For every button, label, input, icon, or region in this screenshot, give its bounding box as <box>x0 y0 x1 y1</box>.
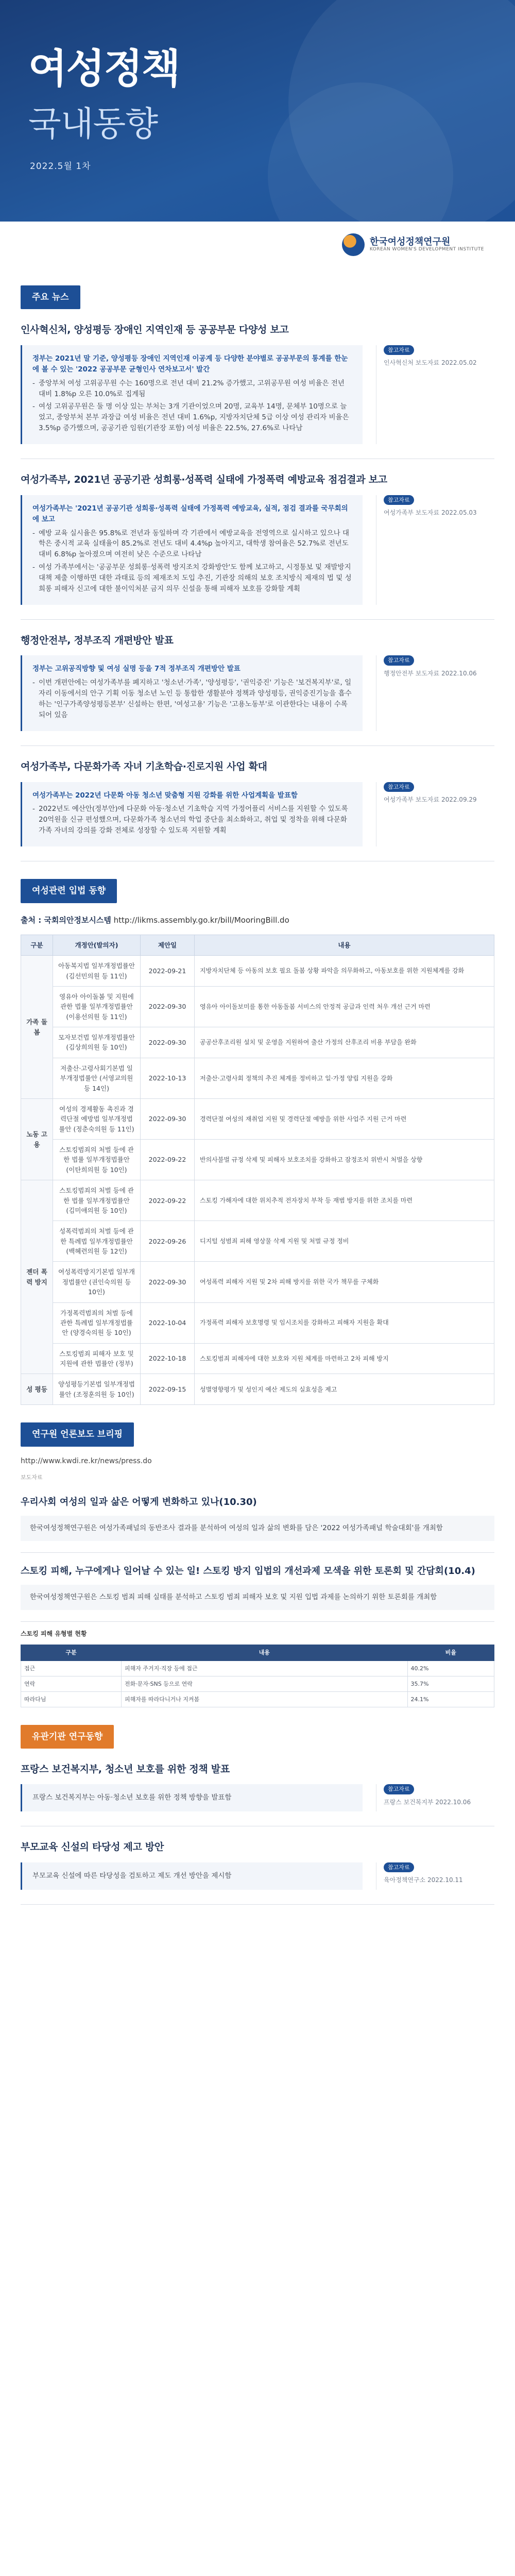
news-article-title[interactable]: 여성가족부, 다문화가족 자녀 기초학습·진로지원 사업 확대 <box>21 761 267 773</box>
research-table <box>21 1645 494 1707</box>
research-table-cell: 전화·문자·SNS 등으로 연락 <box>122 1676 408 1691</box>
policy-source <box>21 914 494 926</box>
research-table-caption: 스토킹 피해 유형별 현황 <box>21 1630 87 1637</box>
research-article <box>21 1553 494 1622</box>
reference-text[interactable]: 프랑스 보건복지부 2022.10.06 <box>384 1798 471 1806</box>
policy-bill-description: 여성폭력 피해자 지원 및 2차 피해 방지를 위한 국가 책무를 구체화 <box>195 1262 494 1302</box>
policy-table-row <box>21 1343 494 1374</box>
policy-proposal-date: 2022-09-30 <box>141 986 195 1027</box>
policy-table-row <box>21 1374 494 1405</box>
policy-bill-name[interactable]: 스토킹범죄의 처벌 등에 관한 법률 일부개정법률안 (김미애의원 등 10인) <box>53 1180 141 1221</box>
policy-table-row <box>21 986 494 1027</box>
policy-category-cell: 젠더 폭력 방지 <box>21 1180 53 1374</box>
overseas-article-summary: 부모교육 신설에 따른 타당성을 검토하고 제도 개선 방안을 제시함 <box>21 1862 363 1890</box>
policy-table <box>21 935 494 1405</box>
research-table-header <box>21 1645 494 1660</box>
policy-table-row <box>21 1302 494 1343</box>
research-table-cell: 연락 <box>21 1676 122 1691</box>
news-article-title[interactable]: 인사혁신처, 양성평등 장애인 지역인재 등 공공부문 다양성 보고 <box>21 324 289 336</box>
policy-bill-name[interactable]: 아동복지법 일부개정법률안 (김선민의원 등 11인) <box>53 956 141 987</box>
reference-label: 참고자료 <box>384 345 414 355</box>
news-article-point: - 중앙부처 여성 고위공무원 수는 160명으로 전년 대비 21.2% 증가했고, 고위공무원 여성 비율은 전년 대비 1.8%p 오른 10.0%로 집계됨 <box>32 378 352 400</box>
research-table-cell: 따라다님 <box>21 1691 122 1707</box>
overseas-article <box>21 1826 494 1904</box>
overseas-list <box>0 1749 515 1905</box>
footer-space <box>0 1905 515 1936</box>
reference-label: 참고자료 <box>384 1862 414 1872</box>
policy-category-cell: 노동 고용 <box>21 1098 53 1180</box>
research-col-type: 구분 <box>21 1645 122 1660</box>
research-section-label: 연구원 언론보도 브리핑 <box>21 1422 134 1446</box>
overseas-article <box>21 1749 494 1826</box>
policy-table-row <box>21 1180 494 1221</box>
news-article <box>21 459 494 620</box>
policy-proposal-date: 2022-09-30 <box>141 1262 195 1302</box>
overseas-article-title[interactable]: 부모교육 신설의 타당성 제고 방안 <box>21 1841 164 1853</box>
policy-bill-name[interactable]: 모자보건법 일부개정법률안 (김상희의원 등 10인) <box>53 1027 141 1058</box>
research-list <box>0 1484 515 1622</box>
news-article-summary <box>21 345 363 444</box>
news-article <box>21 746 494 861</box>
overseas-article-reference <box>376 1784 494 1811</box>
policy-bill-name[interactable]: 가정폭력범죄의 처벌 등에 관한 특례법 일부개정법률안 (양경숙의원 등 10인) <box>53 1302 141 1343</box>
policy-bill-name[interactable]: 스토킹범죄 피해자 보호 및 지원에 관한 법률안 (정부) <box>53 1343 141 1374</box>
policy-table-row <box>21 1140 494 1180</box>
policy-table-row <box>21 956 494 987</box>
research-table-row <box>21 1676 494 1691</box>
main-news-section-label: 주요 뉴스 <box>21 285 80 309</box>
news-article-summary <box>21 495 363 605</box>
research-col-content: 내용 <box>122 1645 408 1660</box>
research-table-cell: 40.2% <box>407 1660 494 1676</box>
news-article-title[interactable]: 여성가족부, 2021년 공공기관 성희롱·성폭력 실태에 가정폭력 예방교육 점검결과 보고 <box>21 474 387 486</box>
newsletter-title: 여성정책 <box>28 46 180 92</box>
research-article-body: 한국여성정책연구원은 여성가족패널의 동반조사 결과를 분석하여 여성의 일과 삶의 변화를 담은 '2022 여성가족패널 학술대회'를 개최함 <box>21 1516 494 1541</box>
policy-bill-name[interactable]: 영유아 아이돌봄 및 지원에 관한 법률 일부개정법률안 (이용선의원 등 11인) <box>53 986 141 1027</box>
policy-bill-name[interactable]: 양성평등기본법 일부개정법률안 (조정훈의원 등 10인) <box>53 1374 141 1405</box>
reference-text[interactable]: 행정안전부 보도자료 2022.10.06 <box>384 669 477 677</box>
policy-proposal-date: 2022-09-30 <box>141 1098 195 1139</box>
policy-category-cell: 가족 돌봄 <box>21 956 53 1099</box>
news-article-points <box>32 528 352 595</box>
research-table-body <box>21 1660 494 1707</box>
policy-source-label: 출처 : 국회의안정보시스템 <box>21 915 111 925</box>
policy-table-row <box>21 1221 494 1262</box>
news-article-lead: 여성가족부는 '2021년 공공기관 성희롱·성폭력 실태에 가정폭력 예방교육, 실적, 점검 결과를 국무회의에 보고 <box>32 504 348 523</box>
policy-proposal-date: 2022-09-26 <box>141 1221 195 1262</box>
org-name-en: KOREAN WOMEN'S DEVELOPMENT INSTITUTE <box>369 246 484 252</box>
org-logo-icon <box>342 233 365 256</box>
policy-bill-description: 디지털 성범죄 피해 영상물 삭제 지원 및 처벌 규정 정비 <box>195 1221 494 1262</box>
policy-table-row <box>21 1098 494 1139</box>
policy-proposal-date: 2022-09-21 <box>141 956 195 987</box>
news-article-reference <box>376 495 494 605</box>
research-source <box>21 1456 494 1482</box>
news-article-summary <box>21 655 363 731</box>
overseas-article-summary: 프랑스 보건복지부는 아동·청소년 보호를 위한 정책 방향을 발표함 <box>21 1784 363 1811</box>
reference-label: 참고자료 <box>384 655 414 665</box>
policy-table-header <box>21 935 494 955</box>
reference-label: 참고자료 <box>384 495 414 505</box>
policy-bill-description: 스토킹 가해자에 대한 위치추적 전자장치 부착 등 재범 방지를 위한 조치를 마련 <box>195 1180 494 1221</box>
policy-bill-description: 반의사불벌 규정 삭제 및 피해자 보호조치를 강화하고 잠정조치 위반시 처벌을 상향 <box>195 1140 494 1180</box>
research-table-row <box>21 1660 494 1676</box>
news-article-points <box>32 677 352 721</box>
policy-table-row <box>21 1262 494 1302</box>
reference-text[interactable]: 육아정책연구소 2022.10.11 <box>384 1876 463 1884</box>
news-article-summary <box>21 782 363 847</box>
logo-bar <box>0 222 515 268</box>
research-article <box>21 1484 494 1553</box>
org-name: 한국여성정책연구원 <box>369 236 451 248</box>
news-article-point: - 예방 교육 실시율은 95.8%로 전년과 동일하며 각 기관에서 예방교육을 전영역으로 실시하고 있으나 대학은 중시적 교육 실태율이 85.2%로 전년도 대비 4.4%p 높아지고, 대학생 참여율은 52.7%로 전년도 대비 6.8%p 높아졌으며 여전히 낮은 수준으로 나타남 <box>32 528 352 561</box>
research-table-cell: 35.7% <box>407 1676 494 1691</box>
policy-proposal-date: 2022-09-30 <box>141 1027 195 1058</box>
policy-col-date: 제안일 <box>141 935 195 955</box>
news-article-point: - 2022년도 예산안(정부안)에 다문화 아동·청소년 기초학습 지역 가정어플리 서비스를 지원할 수 있도록 20억원을 신규 편성했으며, 다문화가족 청소년의 학업 중단을 최소화하고, 취업 및 정착을 위해 다문화가족 자녀의 강의를 강화 전체로 성장할 수 있도록 지원할 계획 <box>32 804 352 836</box>
policy-bill-name[interactable]: 저출산·고령사회기본법 일부개정법률안 (서영교의원 등 14인) <box>53 1058 141 1098</box>
main-news-list <box>0 309 515 861</box>
news-article-lead: 정부는 2021년 말 기준, 양성평등 장애인 지역인재 이공계 등 다양한 분야별로 공공부문의 통계를 한눈에 볼 수 있는 '2022 공공부문 균형인사 연차보고서' 발간 <box>32 354 348 374</box>
policy-proposal-date: 2022-10-18 <box>141 1343 195 1374</box>
reference-label: 참고자료 <box>384 1784 414 1794</box>
news-article-reference <box>376 345 494 444</box>
policy-col-name: 개정안(발의자) <box>53 935 141 955</box>
policy-category-cell: 성 평등 <box>21 1374 53 1405</box>
research-table-cell: 24.1% <box>407 1691 494 1707</box>
policy-proposal-date: 2022-10-04 <box>141 1302 195 1343</box>
policy-table-row <box>21 1058 494 1098</box>
news-article-body <box>21 655 494 731</box>
policy-source-url[interactable]: http://likms.assembly.go.kr/bill/MooringBill.do <box>113 915 289 925</box>
reference-text[interactable]: 인사혁신처 보도자료 2022.05.02 <box>384 359 477 366</box>
policy-col-category: 구분 <box>21 935 53 955</box>
policy-bill-description: 가정폭력 피해자 보호명령 및 임시조치를 강화하고 피해자 지원을 확대 <box>195 1302 494 1343</box>
policy-bill-name[interactable]: 여성의 경제활동 촉진과 경력단절 예방법 일부개정법률안 (정춘숙의원 등 11인) <box>53 1098 141 1139</box>
research-article-title[interactable]: 스토킹 피해, 누구에게나 일어날 수 있는 일! 스토킹 방지 입법의 개선과제 모색을 위한 토론회 및 간담회(10.4) <box>21 1566 475 1577</box>
policy-proposal-date: 2022-10-13 <box>141 1058 195 1098</box>
policy-bill-name[interactable]: 스토킹범죄의 처벌 등에 관한 법률 일부개정법률안 (이탄희의원 등 10인) <box>53 1140 141 1180</box>
research-article-body: 한국여성정책연구원은 스토킹 범죄 피해 실태를 분석하고 스토킹 범죄 피해자 보호 및 지원 입법 과제를 논의하기 위한 토론회를 개최함 <box>21 1585 494 1610</box>
news-article-points <box>32 804 352 836</box>
research-table-wrap <box>21 1629 494 1707</box>
news-article <box>21 309 494 459</box>
policy-bill-description: 공공산후조리원 설치 및 운영을 지원하여 출산 가정의 산후조리 비용 부담을 완화 <box>195 1027 494 1058</box>
research-col-rate: 비율 <box>407 1645 494 1660</box>
news-article-point: - 여성 가족부에서는 '공공부문 성희롱·성폭력 방지조치 강화방안'도 함께 보고하고, 시정통보 및 재발방지대책 제출 이행하면 대한 과태료 등의 제재조치 도입 추진, 기관장 의해의 보호 조치방식 제재의 법 및 성희롱 피해자 신고에 대한 불이익처분 금지 의무 신설을 통해 피해자 보호를 강화할 계획 <box>32 562 352 595</box>
research-article-title[interactable]: 우리사회 여성의 일과 삶은 어떻게 변화하고 있나(10.30) <box>21 1497 257 1508</box>
news-article-point: - 여성 고위공무원은 둘 명 이상 있는 부처는 3개 기관이었으며 20명, 교육부 14명, 문체부 10명으로 늘었고, 중앙부처 본부 과장급 여성 비율은 전년 대비 1.6%p, 지방자치단체 5급 이상 여성 관리자 비율은 3.5%p 증가했으며, 공공기관 임원(기관장 포함) 여성 비율은 22.5%, 27.6%로 나타남 <box>32 401 352 434</box>
policy-bill-description: 경력단절 여성의 재취업 지원 및 경력단절 예방을 위한 사업주 지원 근거 마련 <box>195 1098 494 1139</box>
policy-section-label: 여성관련 입법 동향 <box>21 879 117 903</box>
overseas-article-title[interactable]: 프랑스 보건복지부, 청소년 보호를 위한 정책 발표 <box>21 1764 230 1775</box>
news-article-reference <box>376 655 494 731</box>
policy-proposal-date: 2022-09-22 <box>141 1140 195 1180</box>
reference-text[interactable]: 여성가족부 보도자료 2022.09.29 <box>384 795 477 803</box>
news-article-body <box>21 345 494 444</box>
research-date-label: 보도자료 <box>21 1474 43 1481</box>
reference-text[interactable]: 여성가족부 보도자료 2022.05.03 <box>384 509 477 516</box>
newsletter-header <box>0 0 515 268</box>
research-table-cell: 접근 <box>21 1660 122 1676</box>
news-article-points <box>32 378 352 434</box>
news-article <box>21 620 494 746</box>
research-table-cell: 피해자를 따라다니거나 지켜봄 <box>122 1691 408 1707</box>
newsletter-subtitle: 국내동향 <box>28 104 158 144</box>
news-article-lead: 여성가족부는 2022년 다문화 아동 청소년 맞춤형 지원 강화를 위한 사업계획을 발표함 <box>32 791 298 800</box>
news-article-reference <box>376 782 494 847</box>
policy-bill-name[interactable]: 성폭력범죄의 처벌 등에 관한 특례법 일부개정법률안 (백혜련의원 등 12인) <box>53 1221 141 1262</box>
research-table-row <box>21 1691 494 1707</box>
policy-table-body <box>21 956 494 1405</box>
policy-col-desc: 내용 <box>195 935 494 955</box>
org-logo[interactable] <box>342 233 484 256</box>
policy-bill-description: 성별영향평가 및 성인지 예산 제도의 실효성을 제고 <box>195 1374 494 1405</box>
overseas-article-body <box>21 1784 494 1811</box>
policy-bill-description: 영유아 아이돌보미를 통한 아동돌봄 서비스의 안정적 공급과 인력 처우 개선 근거 마련 <box>195 986 494 1027</box>
overseas-article-body <box>21 1862 494 1890</box>
news-article-title[interactable]: 행정안전부, 정부조직 개편방안 발표 <box>21 635 174 647</box>
news-article-body <box>21 782 494 847</box>
news-article-point: - 이번 개편안에는 여성가족부를 폐지하고 '청소년·가족', '양성평등', '권익증진' 기능은 '보건복지부'로, 일자리 이동에서의 안구 기획 이동 청소년 노인 등 통합한 생활분야 정책과 양성평등, 권익증진기능을 흡수하는 '인구가족양성평등본부' 신설하는 한편, '여성고용' 기능은 '고용노동부'로 이관한다는 내용이 수록되어 있음 <box>32 677 352 721</box>
policy-bill-description: 저출산·고령사회 정책의 추진 체계를 정비하고 일·가정 양립 지원을 강화 <box>195 1058 494 1098</box>
policy-table-row <box>21 1027 494 1058</box>
reference-label: 참고자료 <box>384 782 414 792</box>
policy-proposal-date: 2022-09-15 <box>141 1374 195 1405</box>
overseas-article-reference <box>376 1862 494 1890</box>
policy-bill-description: 지방자치단체 등 아동의 보호 필요 돌봄 상황 파악을 의무화하고, 아동보호를 위한 지원체계를 강화 <box>195 956 494 987</box>
org-logo-text <box>370 237 484 252</box>
news-article-lead: 정부는 고위공직방향 및 여성 실명 등을 7적 정부조직 개편방안 발표 <box>32 665 241 673</box>
research-source-url[interactable]: http://www.kwdi.re.kr/news/press.do <box>21 1456 152 1465</box>
policy-proposal-date: 2022-09-22 <box>141 1180 195 1221</box>
policy-bill-name[interactable]: 여성폭력방지기본법 일부개정법률안 (권인숙의원 등 10인) <box>53 1262 141 1302</box>
news-article-body <box>21 495 494 605</box>
policy-bill-description: 스토킹범죄 피해자에 대한 보호와 지원 체계를 마련하고 2차 피해 방지 <box>195 1343 494 1374</box>
overseas-section-label: 유관기관 연구동향 <box>21 1725 114 1749</box>
issue-number: 2022.5월 1차 <box>30 161 91 172</box>
research-table-cell: 피해자 주거지·직장 등에 접근 <box>122 1660 408 1676</box>
